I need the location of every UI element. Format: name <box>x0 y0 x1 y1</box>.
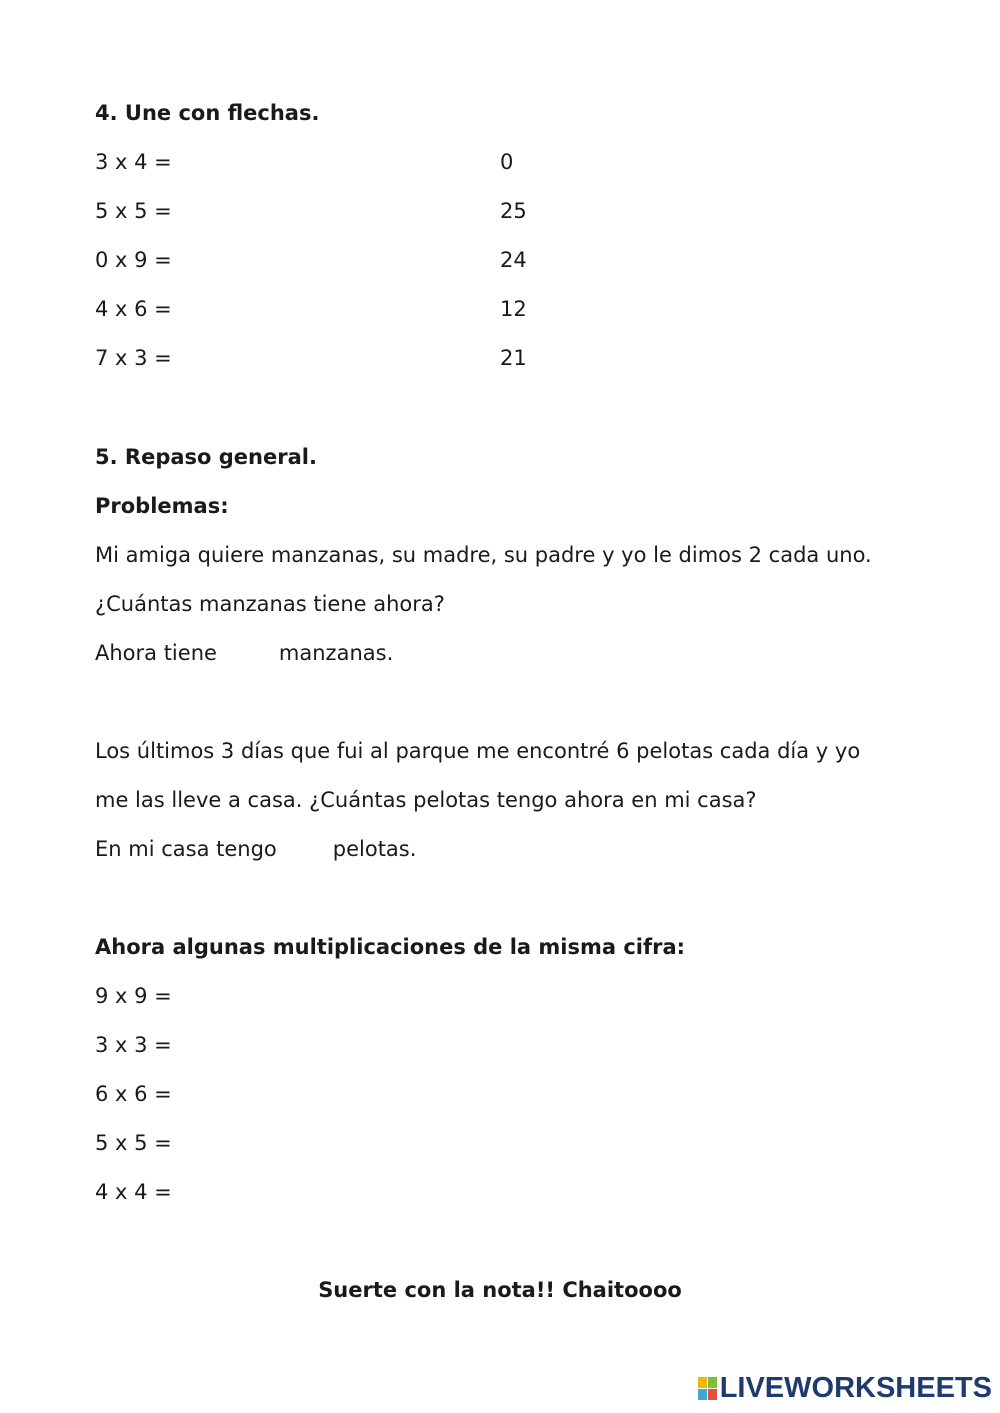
problem-1-answer-suffix: manzanas. <box>278 641 394 665</box>
same-digit-answer-input[interactable] <box>178 1082 228 1108</box>
same-digit-answer-input[interactable] <box>178 1131 228 1157</box>
match-right-5[interactable]: 21 <box>500 346 527 370</box>
same-digit-expr: 5 x 5 = <box>95 1131 172 1155</box>
problem-2-line-2: me las lleve a casa. ¿Cuántas pelotas tengo ahora en mi casa? <box>95 788 757 812</box>
same-digit-expr: 6 x 6 = <box>95 1082 172 1106</box>
section-5-title: 5. Repaso general. <box>95 445 317 469</box>
match-right-2[interactable]: 25 <box>500 199 527 223</box>
match-right-1[interactable]: 0 <box>500 150 514 174</box>
problem-1-line-2: ¿Cuántas manzanas tiene ahora? <box>95 592 445 616</box>
same-digit-answer-input[interactable] <box>178 1180 228 1206</box>
same-digit-answer-input[interactable] <box>178 984 228 1010</box>
same-digit-title: Ahora algunas multiplicaciones de la misma cifra: <box>95 935 686 959</box>
match-left-1: 3 x 4 = <box>95 150 172 174</box>
same-digit-item-2 <box>95 1032 234 1059</box>
liveworksheets-logo <box>698 1372 992 1405</box>
liveworksheets-logo-icon <box>698 1377 717 1400</box>
brand-name: LIVEWORKSHEETS <box>719 1372 992 1404</box>
match-left-2: 5 x 5 = <box>95 199 172 223</box>
problem-1-answer-input[interactable] <box>223 641 273 667</box>
section-4-title: 4. Une con flechas. <box>95 101 320 125</box>
match-right-3[interactable]: 24 <box>500 248 527 272</box>
problem-2-line-1: Los últimos 3 días que fui al parque me encontré 6 pelotas cada día y yo <box>95 739 861 763</box>
same-digit-expr: 4 x 4 = <box>95 1180 172 1204</box>
same-digit-answer-input[interactable] <box>178 1033 228 1059</box>
problem-2-answer-input[interactable] <box>283 837 327 863</box>
same-digit-item-4 <box>95 1130 234 1157</box>
same-digit-item-1 <box>95 983 234 1010</box>
problem-1-answer-prefix: Ahora tiene <box>95 641 217 665</box>
problem-2-answer <box>95 836 416 863</box>
problem-1-answer <box>95 640 393 667</box>
same-digit-expr: 3 x 3 = <box>95 1033 172 1057</box>
footer-message: Suerte con la nota!! Chaitoooo <box>318 1278 682 1302</box>
match-left-4: 4 x 6 = <box>95 297 172 321</box>
problems-label: Problemas: <box>95 494 229 518</box>
problem-2-answer-suffix: pelotas. <box>332 837 417 861</box>
match-left-3: 0 x 9 = <box>95 248 172 272</box>
match-right-4[interactable]: 12 <box>500 297 527 321</box>
match-left-5: 7 x 3 = <box>95 346 172 370</box>
problem-1-line-1: Mi amiga quiere manzanas, su madre, su padre y yo le dimos 2 cada uno. <box>95 543 872 567</box>
same-digit-item-5 <box>95 1179 234 1206</box>
same-digit-item-3 <box>95 1081 234 1108</box>
problem-2-answer-prefix: En mi casa tengo <box>95 837 277 861</box>
same-digit-expr: 9 x 9 = <box>95 984 172 1008</box>
